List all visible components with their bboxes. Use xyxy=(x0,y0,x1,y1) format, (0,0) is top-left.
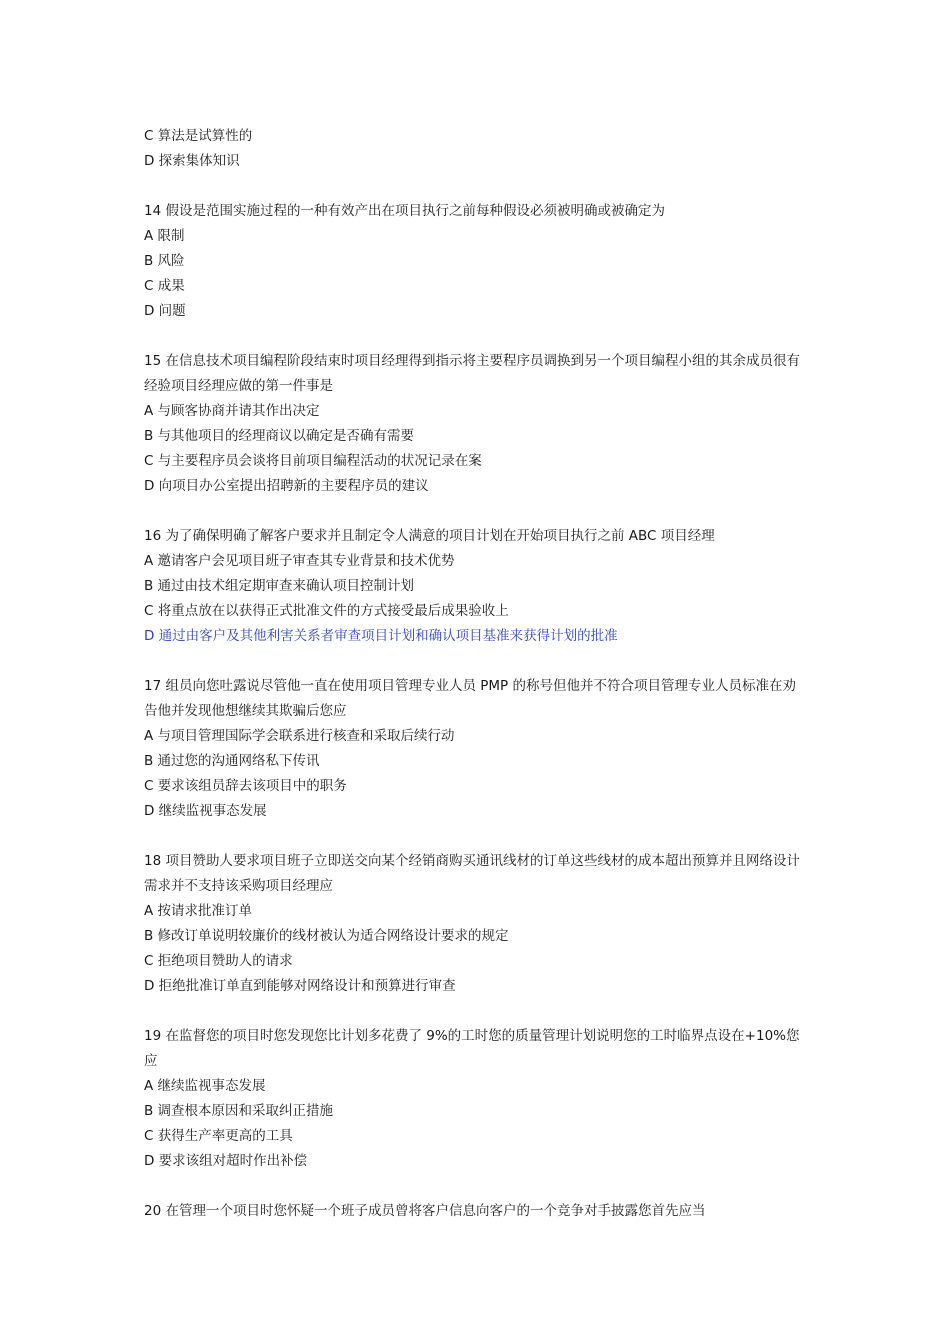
option-line: C 与主要程序员会谈将目前项目编程活动的状况记录在案 xyxy=(144,453,482,469)
question-text: 15 在信息技术项目编程阶段结束时项目经理得到指示将主要程序员调换到另一个项目编程小组的其余成员很有经验项目经理应做的第一件事是 xyxy=(144,353,800,394)
option-line: A 继续监视事态发展 xyxy=(144,1078,266,1094)
question-14 xyxy=(144,199,809,324)
option-line: B 通过您的沟通网络私下传讯 xyxy=(144,753,320,769)
option-line: D 拒绝批准订单直到能够对网络设计和预算进行审查 xyxy=(144,978,456,994)
question-text: 20 在管理一个项目时您怀疑一个班子成员曾将客户信息向客户的一个竞争对手披露您首先应当 xyxy=(144,1203,706,1219)
option-line: A 邀请客户会见项目班子审查其专业背景和技术优势 xyxy=(144,553,455,569)
option-line: B 通过由技术组定期审查来确认项目控制计划 xyxy=(144,578,415,594)
option-line: D 问题 xyxy=(144,303,186,319)
document-content xyxy=(144,124,809,1249)
option-line: D 向项目办公室提出招聘新的主要程序员的建议 xyxy=(144,478,429,494)
option-line: A 按请求批准订单 xyxy=(144,903,253,919)
option-line: B 风险 xyxy=(144,253,185,269)
option-line: B 修改订单说明较廉价的线材被认为适合网络设计要求的规定 xyxy=(144,928,509,944)
question-17 xyxy=(144,674,809,824)
intro-options xyxy=(144,124,809,174)
question-20 xyxy=(144,1199,809,1224)
option-line: D 要求该组对超时作出补偿 xyxy=(144,1153,308,1169)
option-line: C 拒绝项目赞助人的请求 xyxy=(144,953,293,969)
option-line: A 与顾客协商并请其作出决定 xyxy=(144,403,320,419)
option-line: A 与项目管理国际学会联系进行核查和采取后续行动 xyxy=(144,728,455,744)
option-line: C 算法是试算性的 xyxy=(144,128,253,144)
highlighted-answer-line: D 通过由客户及其他利害关系者审查项目计划和确认项目基准来获得计划的批准 xyxy=(144,628,618,644)
option-line: D 继续监视事态发展 xyxy=(144,803,267,819)
option-line: D 探索集体知识 xyxy=(144,153,240,169)
option-line: A 限制 xyxy=(144,228,185,244)
question-text: 16 为了确保明确了解客户要求并且制定令人满意的项目计划在开始项目执行之前 ABC 项目经理 xyxy=(144,528,715,544)
question-text: 14 假设是范围实施过程的一种有效产出在项目执行之前每种假设必须被明确或被确定为 xyxy=(144,203,665,219)
question-19 xyxy=(144,1024,809,1174)
option-line: B 调查根本原因和采取纠正措施 xyxy=(144,1103,334,1119)
question-18 xyxy=(144,849,809,999)
question-15 xyxy=(144,349,809,499)
option-line: C 成果 xyxy=(144,278,185,294)
question-text: 19 在监督您的项目时您发现您比计划多花费了 9%的工时您的质量管理计划说明您的工时临界点设在+10%您应 xyxy=(144,1028,800,1069)
option-line: B 与其他项目的经理商议以确定是否确有需要 xyxy=(144,428,415,444)
question-text: 18 项目赞助人要求项目班子立即送交向某个经销商购买通讯线材的订单这些线材的成本超出预算并且网络设计需求并不支持该采购项目经理应 xyxy=(144,853,800,894)
question-16 xyxy=(144,524,809,649)
option-line: C 要求该组员辞去该项目中的职务 xyxy=(144,778,347,794)
question-text: 17 组员向您吐露说尽管他一直在使用项目管理专业人员 PMP 的称号但他并不符合项目管理专业人员标准在劝告他并发现他想继续其欺骗后您应 xyxy=(144,678,796,719)
option-line: C 获得生产率更高的工具 xyxy=(144,1128,293,1144)
option-line: C 将重点放在以获得正式批准文件的方式接受最后成果验收上 xyxy=(144,603,509,619)
